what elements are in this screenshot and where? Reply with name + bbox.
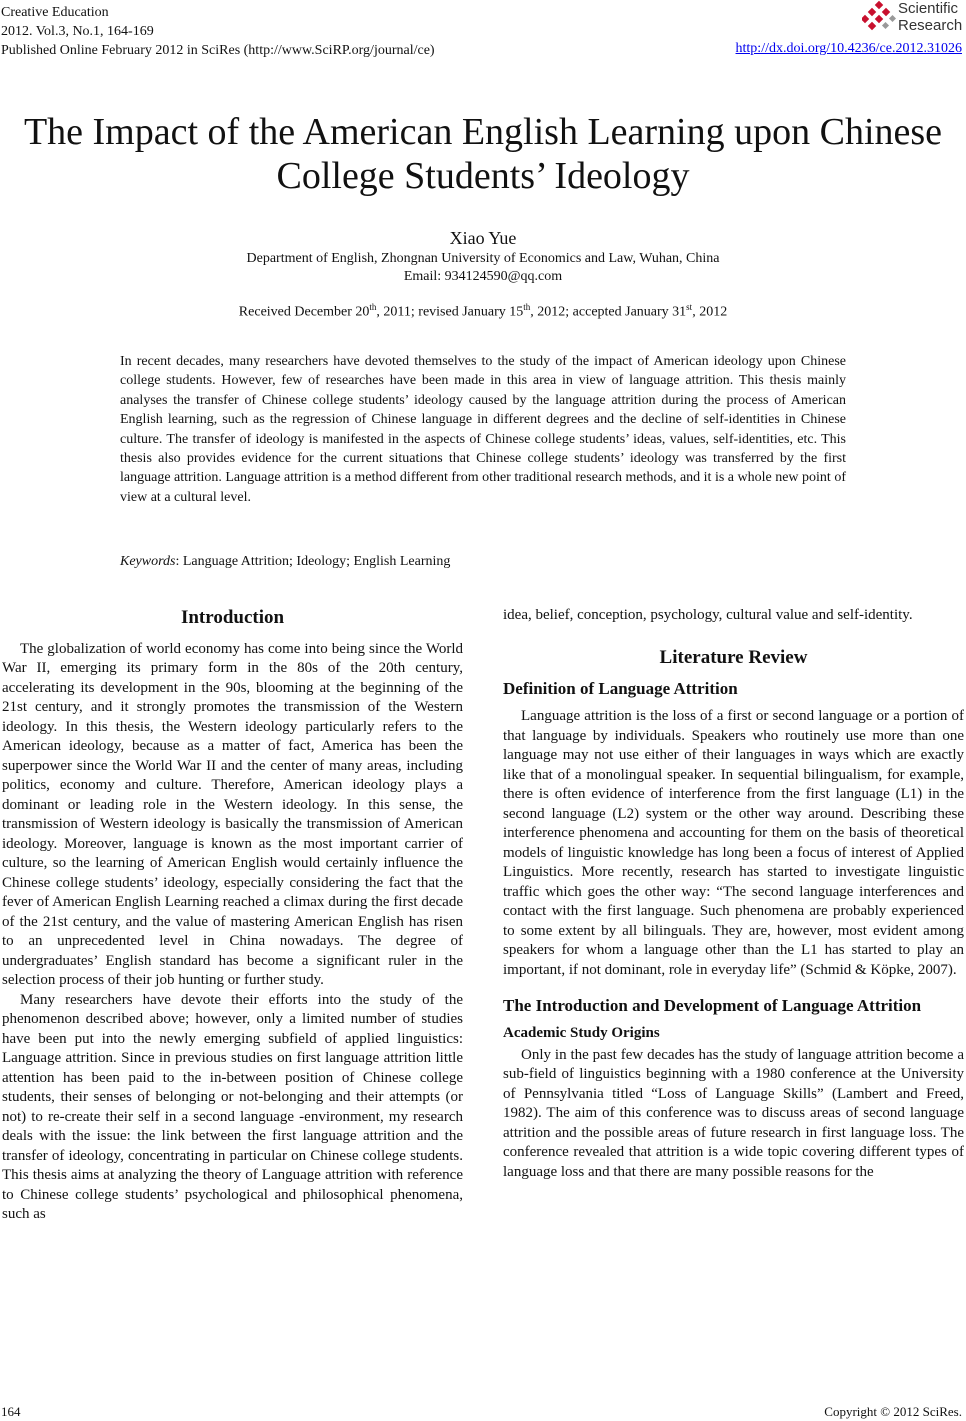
body-paragraph: Many researchers have devote their efforts into the study of the phenomenon described above; however, only a limited number of studies have been put into the newly emerging subfield of applied linguistics: Language attrition. Since in previous studies on first language attrition little attention has been paid to the in-between position of Chinese college students, their senses of belonging or not-belonging and their attempts (or not) to re-create their self in a second language -environment, my research deals with the issue: the link between the first language attrition and the transfer of ideology, concentrating in particular on Chinese college students. This thesis aims at analyzing the theory of Language attrition with reference to Chinese college students’ psychological and philosophical phenomena, such as	[2, 991, 463, 1222]
left-column	[2, 606, 463, 1225]
logo-mark-icon	[862, 0, 896, 34]
publication-info: Published Online February 2012 in SciRes (http://www.SciRP.org/journal/ce)	[1, 43, 435, 58]
running-header	[1, 3, 435, 60]
section-heading-introduction: Introduction	[180, 607, 285, 628]
logo-text: Scientific Research	[898, 0, 963, 34]
page-number: 164	[1, 1404, 21, 1419]
copyright-notice: Copyright © 2012 SciRes.	[824, 1404, 962, 1419]
subsection-heading-introduction-development: The Introduction and Development of Language Attrition	[503, 996, 922, 1015]
paper-title: The Impact of the American English Learning upon Chinese College Students’ Ideology	[23, 111, 943, 197]
subsection-heading-definition: Definition of Language Attrition	[503, 679, 738, 698]
keywords-text: : Language Attrition; Ideology; English Learning	[175, 554, 451, 569]
email-line: Email: 934124590@qq.com	[403, 269, 563, 284]
keywords-label: Keywords	[120, 554, 176, 569]
author-name: Xiao Yue	[449, 228, 517, 248]
body-paragraph: The globalization of world economy has come into being since the World War II, emerging its primary form in the 80s of the 20th century, accelerating its development in the 90s, blooming at the beginning of the 21st century, and it strongly promotes the transmission of the Western ideology. In this thesis, the Western ideology particularly refers to the American ideology, because as a matter of fact, America has been the superpower since the World War II and the center of many areas, including politics, economy and culture. Therefore, American ideology plays a dominant or leading role in the Western ideology. In this sense, the transmission of Western ideology is basically the transmission of American ideology. Moreover, language is known as the most important carrier of culture, so the learning of American English would certainly influence the Chinese college students’ ideology, especially considering the fact that the fever of American English Learning reached a climax during the first decade of the 21st century, and the value of mastering American English has risen to an unprecedented level in China nowadays. The degree of undergraduates’ English standard has become a significant ruler in the selection process of their job hunting or further study.	[2, 640, 463, 988]
right-column	[503, 606, 964, 1182]
body-paragraph: idea, belief, conception, psychology, cultural value and self-identity.	[503, 607, 913, 623]
section-heading-literature-review: Literature Review	[659, 646, 808, 668]
doi-link[interactable]: http://dx.doi.org/10.4236/ce.2012.31026	[735, 41, 962, 56]
body-paragraph: Language attrition is the loss of a first or second language or a portion of that language by individuals. Speakers who routinely use more than one language may not use either of their languages in ways which are exactly like that of a monolingual speaker. In sequential bilingualism, for example, there is often evidence of interference from the first language (L1) in the second language (L2) system or the other way around. Describing these interference phenomena and accounting for them on the basis of theoretical models of linguistic knowledge has long been a focus of interest of Applied Linguistics. More recently, research has started to investigate linguistic traffic which goes the other way: “The second language interferences and contact with the first language. Such phenomena are probably experienced to some extent by all bilinguals. They are, however, most evident among speakers for whom a language other than the L1 has started to play an important, if not dominant, role in everyday life” (Schmid & Köpke, 2007).	[503, 708, 964, 978]
publisher-logo	[862, 0, 962, 36]
volume-info: 2012. Vol.3, No.1, 164-169	[1, 24, 154, 39]
received-dates: Received December 20th, 2011; revised January 15th, 2012; accepted January 31st, 2012	[238, 302, 728, 320]
subsubsection-heading-origins: Academic Study Origins	[503, 1025, 660, 1041]
keywords	[120, 554, 450, 570]
author-affiliation	[0, 250, 966, 286]
abstract: In recent decades, many researchers have devoted themselves to the study of the impact of American ideology upon Chinese college students. However, few of researches have been made in this area in view of language attrition. This thesis mainly analyses the transfer of Chinese college students’ ideology caused by the language attrition during the process of American English learning, such as the regression of Chinese language in different degrees and the decline of self-identities in Chinese culture. The transfer of ideology is manifested in the aspects of Chinese college students’ ideas, values, self-identities, etc. This thesis also provides evidence for the current situations that Chinese college students’ ideology was transferred by the first language attrition. Language attrition is a method different from other traditional research methods, and it is a whole new point of view at a cultural level.	[120, 354, 846, 505]
body-paragraph: Only in the past few decades has the study of language attrition become a sub-field of linguistics beginning with a 1980 conference at the University of Pennsylvania titled “Loss of Language Skills” (Lambert and Freed, 1982). The aim of this conference was to discuss areas of second language attrition and the possible areas of future research in first language loss. The conference revealed that attrition is a wide topic covering different types of language loss and that there are many possible reasons for the	[503, 1046, 964, 1180]
journal-name: Creative Education	[1, 5, 109, 20]
affiliation-line: Department of English, Zhongnan University of Economics and Law, Wuhan, China	[246, 251, 720, 266]
